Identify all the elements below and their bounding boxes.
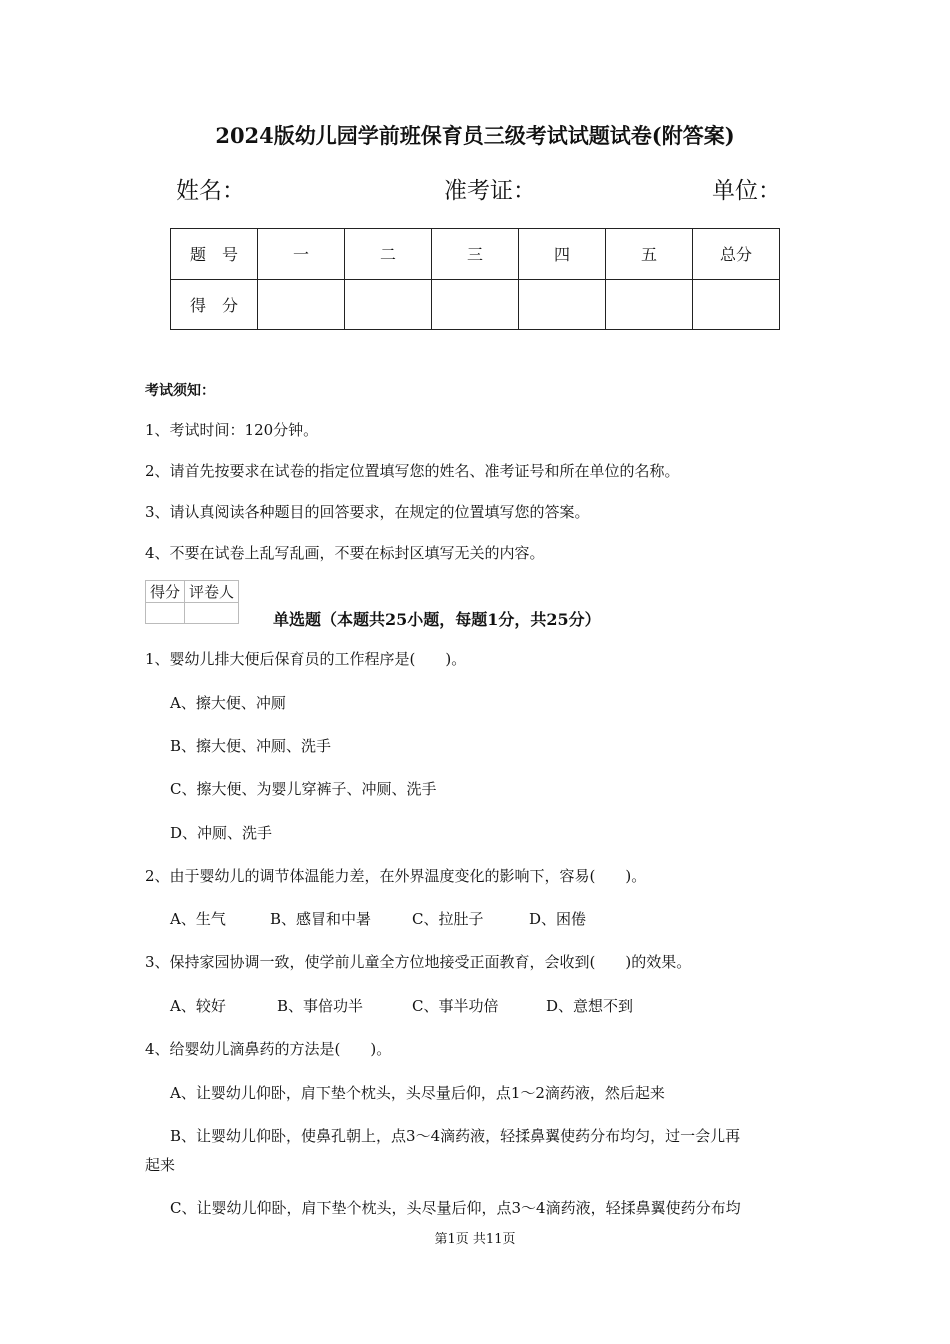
notice-item: 2、请首先按要求在试卷的指定位置填写您的姓名、准考证号和所在单位的名称。: [145, 462, 680, 480]
question-option: C、让婴幼儿仰卧，肩下垫个枕头，头尽量后仰，点3～4滴药液，轻揉鼻翼使药分布均: [170, 1199, 741, 1217]
notice-title: 考试须知：: [145, 383, 215, 399]
question-stem: 3、保持家园协调一致，使学前儿童全方位地接受正面教育，会收到( )的效果。: [145, 953, 692, 971]
score-table: [170, 228, 780, 330]
score-cell[interactable]: [519, 279, 606, 330]
question-option-continued: 起来: [145, 1156, 176, 1174]
question-stem: 4、给婴幼儿滴鼻药的方法是( )。: [145, 1040, 392, 1058]
score-header-cell: 一: [258, 229, 345, 280]
grader-box: [145, 580, 239, 624]
question-option: B、事倍功半: [277, 997, 364, 1015]
score-cell[interactable]: [693, 279, 780, 330]
score-table-header-row: [171, 229, 780, 280]
question-option: D、困倦: [529, 910, 587, 928]
exam-id-label: 准考证：: [444, 178, 536, 204]
score-cell[interactable]: [345, 279, 432, 330]
question-option: D、冲厕、洗手: [170, 824, 273, 842]
score-header-cell: 题 号: [171, 229, 258, 280]
score-header-cell: 三: [432, 229, 519, 280]
notice-item: 1、考试时间：120分钟。: [145, 421, 319, 439]
section-title: 单选题（本题共25小题，每题1分，共25分）: [273, 610, 601, 629]
score-header-cell: 四: [519, 229, 606, 280]
score-cell[interactable]: [606, 279, 693, 330]
unit-label: 单位：: [712, 178, 781, 204]
score-header-cell: 二: [345, 229, 432, 280]
question-option: C、拉肚子: [412, 910, 484, 928]
page-footer: 第1页 共11页: [434, 1232, 516, 1247]
grader-score-cell[interactable]: [146, 603, 185, 624]
question-stem: 1、婴幼儿排大便后保育员的工作程序是( )。: [145, 650, 467, 668]
question-stem: 2、由于婴幼儿的调节体温能力差，在外界温度变化的影响下，容易( )。: [145, 867, 647, 885]
page-title: 2024版幼儿园学前班保育员三级考试试题试卷(附答案): [215, 123, 735, 148]
score-row-label: 得 分: [171, 279, 258, 330]
question-option: D、意想不到: [546, 997, 634, 1015]
question-option: C、擦大便、为婴儿穿裤子、冲厕、洗手: [170, 780, 437, 798]
notice-item: 3、请认真阅读各种题目的回答要求，在规定的位置填写您的答案。: [145, 503, 590, 521]
question-option: B、让婴幼儿仰卧，使鼻孔朝上，点3～4滴药液，轻揉鼻翼使药分布均匀，过一会儿再: [170, 1127, 741, 1145]
notice-item: 4、不要在试卷上乱写乱画，不要在标封区填写无关的内容。: [145, 544, 545, 562]
question-option: B、感冒和中暑: [270, 910, 372, 928]
score-cell[interactable]: [258, 279, 345, 330]
score-header-cell: 总分: [693, 229, 780, 280]
name-label: 姓名：: [176, 178, 245, 204]
question-option: A、擦大便、冲厕: [170, 694, 286, 712]
grader-score-label: 得分: [146, 581, 185, 603]
score-header-cell: 五: [606, 229, 693, 280]
question-option: A、让婴幼儿仰卧，肩下垫个枕头，头尽量后仰，点1～2滴药液，然后起来: [170, 1084, 665, 1102]
question-option: A、生气: [170, 910, 226, 928]
question-option: C、事半功倍: [412, 997, 499, 1015]
question-option: A、较好: [170, 997, 226, 1015]
score-table-score-row: [171, 279, 780, 330]
question-option: B、擦大便、冲厕、洗手: [170, 737, 332, 755]
score-cell[interactable]: [432, 279, 519, 330]
grader-name-label: 评卷人: [185, 581, 239, 603]
grader-name-cell[interactable]: [185, 603, 239, 624]
